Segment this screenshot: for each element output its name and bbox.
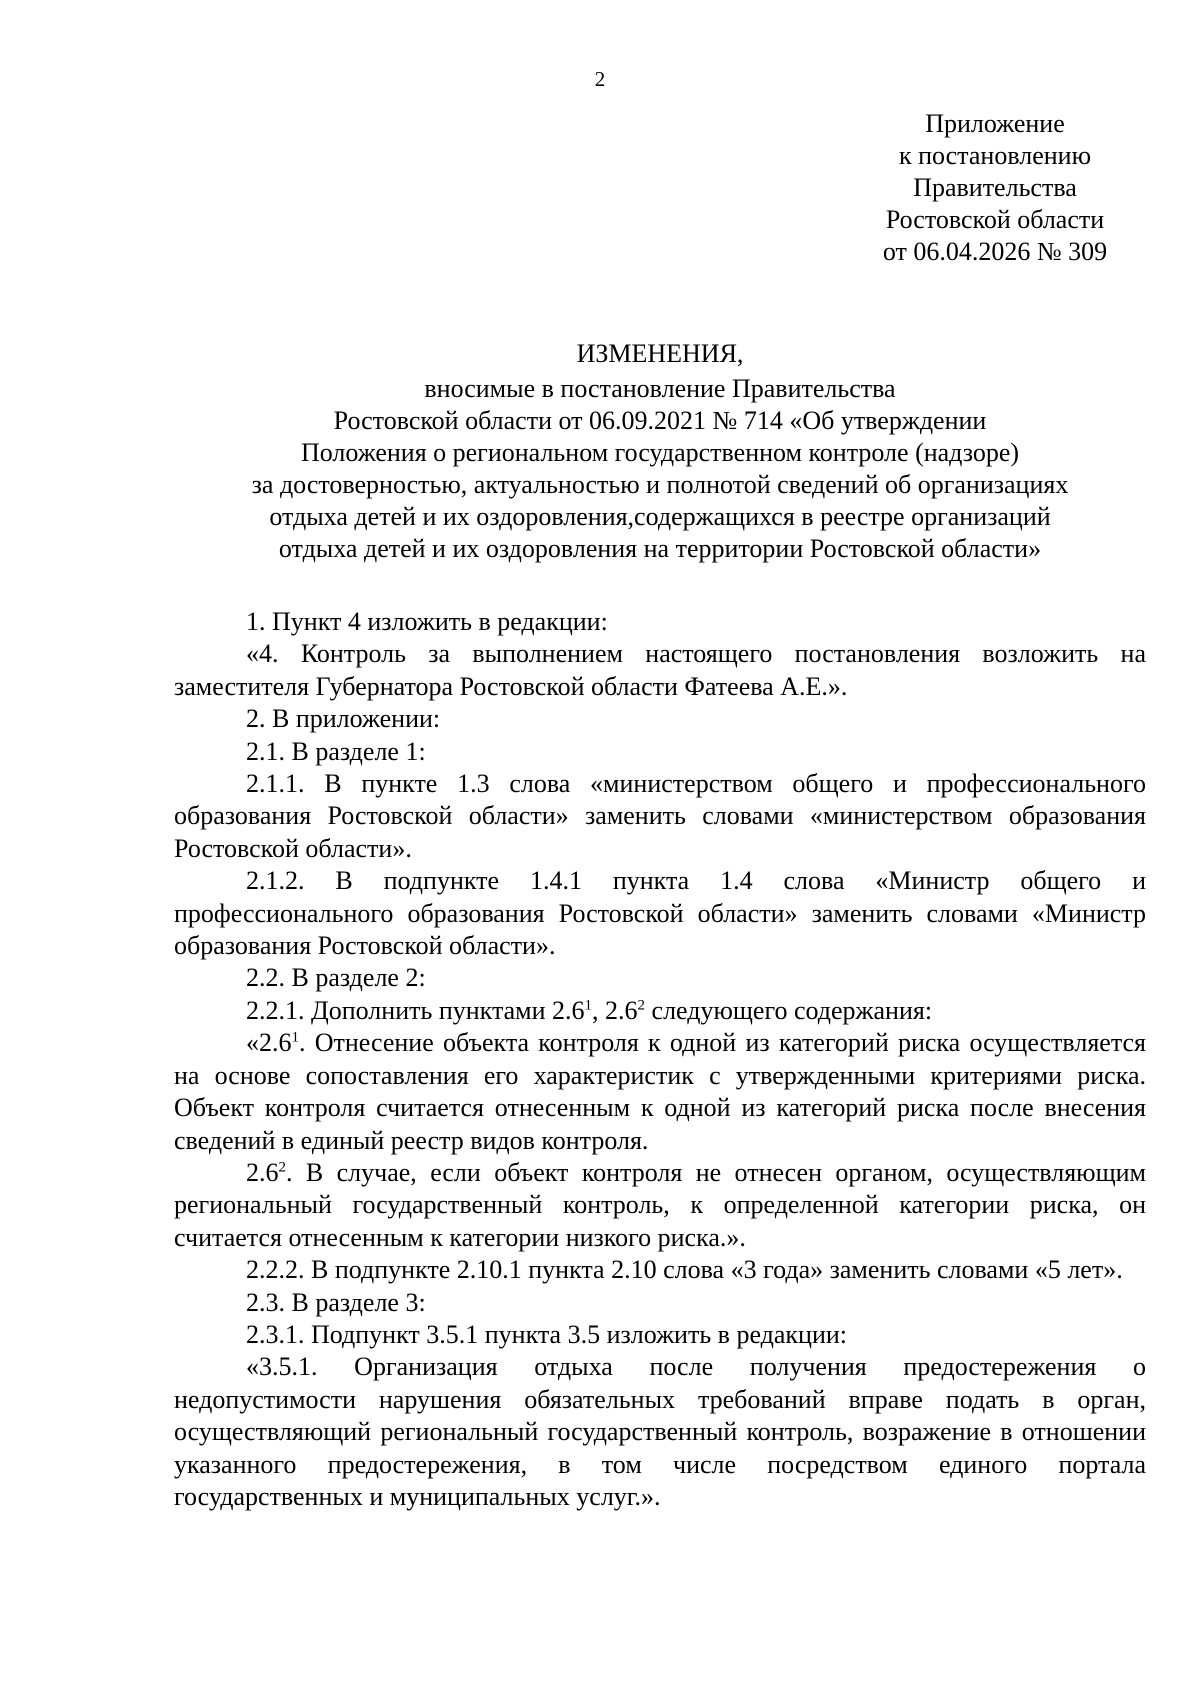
paragraph-2: «4. Контроль за выполнением настоящего постановления возложить на заместителя Губернатора Ростовской области Фатеева А.Е.». <box>174 639 1146 701</box>
appendix-line: к постановлению <box>898 141 1092 170</box>
paragraph-8 <box>174 995 1146 1027</box>
paragraph-8-mid: , 2.6 <box>592 995 638 1025</box>
paragraph-6: 2.1.2. В подпункте 1.4.1 пункта 1.4 слова «Министр общего и профессионального образования Ростовской области» заменить словами «Министр образования Ростовской области». <box>174 866 1146 961</box>
title-line: за достоверностью, актуальностью и полнотой сведений об организациях <box>251 470 1069 499</box>
appendix-header <box>835 108 1155 268</box>
paragraph-9-text: . Отнесение объекта контроля к одной из категорий риска осуществляется на основе сопоставления его характеристик с утвержденными критериями риска. Объект контроля считается отнесенным к одной из категорий риска после внесения сведений в единый реестр видов контроля. <box>174 1028 1146 1155</box>
paragraph-10-start: 2.6 <box>246 1157 279 1187</box>
paragraph-7: 2.2. В разделе 2: <box>246 963 426 993</box>
superscript: 1 <box>584 997 593 1014</box>
superscript: 2 <box>637 997 646 1014</box>
title-heading: ИЗМЕНЕНИЯ, <box>576 339 744 368</box>
paragraph-3: 2. В приложении: <box>246 704 441 734</box>
title-line: Положения о региональном государственном контроле (надзоре) <box>300 438 1020 467</box>
paragraph-1: 1. Пункт 4 изложить в редакции: <box>246 607 608 636</box>
paragraph-4: 2.1. В разделе 1: <box>246 736 426 766</box>
paragraph-14: «3.5.1. Организация отдыха после получения предостережения о недопустимости нарушения обязательных требований вправе подать в орган, осуществляющий региональный государственный контроль, возражение в отношении указанного предостережения, в том числе посредством единого портала государственных и муниципальных услуг.». <box>174 1352 1146 1511</box>
document-title <box>100 338 1200 565</box>
paragraph-10-text: . В случае, если объект контроля не отнесен органом, осуществляющим региональный государственный контроль, к определенной категории риска, он считается отнесенным к категории низкого риска.». <box>174 1157 1146 1252</box>
paragraph-8-end: следующего содержания: <box>645 995 933 1025</box>
paragraph-5: 2.1.1. В пункте 1.3 слова «министерством общего и профессионального образования Ростовской области» заменить словами «министерством образования Ростовской области». <box>174 769 1146 863</box>
title-line: вносимые в постановление Правительства <box>424 374 896 403</box>
paragraph-11: 2.2.2. В подпункте 2.10.1 пункта 2.10 слова «3 года» заменить словами «5 лет». <box>246 1255 1123 1285</box>
superscript: 1 <box>291 1029 299 1046</box>
title-line: отдыха детей и их оздоровления на территории Ростовской области» <box>278 534 1042 563</box>
appendix-line: Правительства <box>913 173 1077 202</box>
paragraph-10 <box>174 1157 1146 1254</box>
title-line: Ростовской области от 06.09.2021 № 714 «Об утверждении <box>333 406 987 435</box>
title-line: отдыха детей и их оздоровления,содержащихся в реестре организаций <box>269 502 1051 531</box>
appendix-line: Ростовской области <box>885 205 1105 234</box>
superscript: 2 <box>278 1159 286 1176</box>
paragraph-9-start: «2.6 <box>246 1028 292 1058</box>
paragraph-9 <box>174 1027 1146 1157</box>
paragraph-8-text: 2.2.1. Дополнить пунктами 2.6 <box>246 995 585 1025</box>
paragraph-13: 2.3.1. Подпункт 3.5.1 пункта 3.5 изложить в редакции: <box>246 1319 848 1349</box>
paragraph-12: 2.3. В разделе 3: <box>246 1287 426 1317</box>
appendix-line: Приложение <box>925 109 1065 138</box>
document-body <box>174 606 1146 1513</box>
page-number: 2 <box>594 67 606 91</box>
appendix-line: от 06.04.2026 № 309 <box>882 237 1108 266</box>
